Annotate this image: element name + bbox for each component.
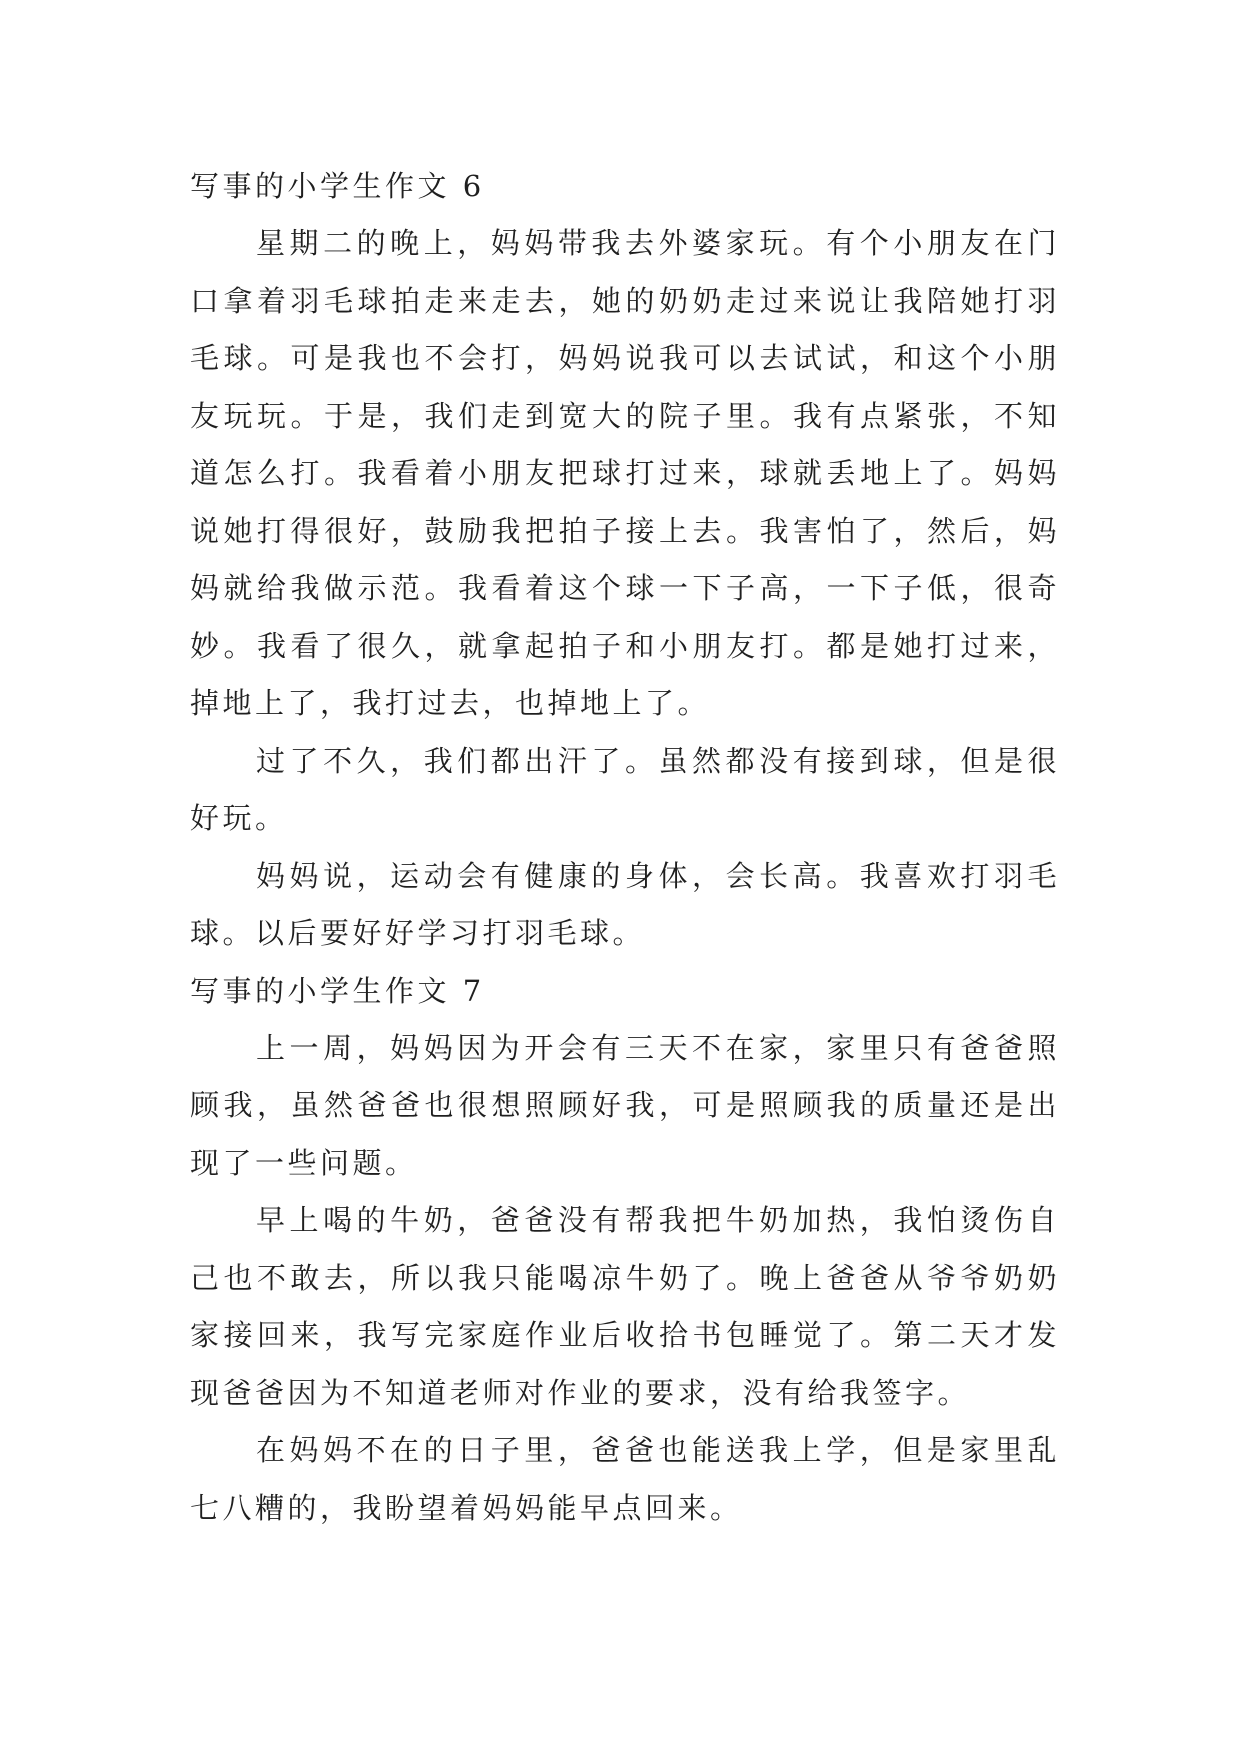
paragraph: 妈妈说，运动会有健康的身体，会长高。我喜欢打羽毛球。以后要好好学习打羽毛球。 [190, 858, 1060, 950]
paragraph: 上一周，妈妈因为开会有三天不在家，家里只有爸爸照顾我，虽然爸爸也很想照顾好我，可是照顾我的质量还是出现了一些问题。 [190, 1030, 1060, 1180]
paragraph: 星期二的晚上，妈妈带我去外婆家玩。有个小朋友在门口拿着羽毛球拍走来走去，她的奶奶走过来说让我陪她打羽毛球。可是我也不会打，妈妈说我可以去试试，和这个小朋友玩玩。于是，我们走到宽大的院子里。我有点紧张，不知道怎么打。我看着小朋友把球打过来，球就丢地上了。妈妈说她打得很好，鼓励我把拍子接上去。我害怕了，然后，妈妈就给我做示范。我看着这个球一下子高，一下子低，很奇妙。我看了很久，就拿起拍子和小朋友打。都是她打过来，掉地上了，我打过去，也掉地上了。 [190, 226, 1060, 720]
paragraph: 在妈妈不在的日子里，爸爸也能送我上学，但是家里乱七八糟的，我盼望着妈妈能早点回来。 [190, 1433, 1060, 1525]
section-heading-essay-7: 写事的小学生作文 7 [190, 973, 485, 1008]
section-heading-essay-6: 写事的小学生作文 6 [190, 169, 485, 203]
paragraph: 早上喝的牛奶，爸爸没有帮我把牛奶加热，我怕烫伤自己也不敢去，所以我只能喝凉牛奶了。晚上爸爸从爷爷奶奶家接回来，我写完家庭作业后收拾书包睡觉了。第二天才发现爸爸因为不知道老师对作业的要求，没有给我签字。 [190, 1203, 1060, 1410]
paragraph: 过了不久，我们都出汗了。虽然都没有接到球，但是很好玩。 [190, 743, 1060, 835]
document-body [190, 158, 1060, 1537]
